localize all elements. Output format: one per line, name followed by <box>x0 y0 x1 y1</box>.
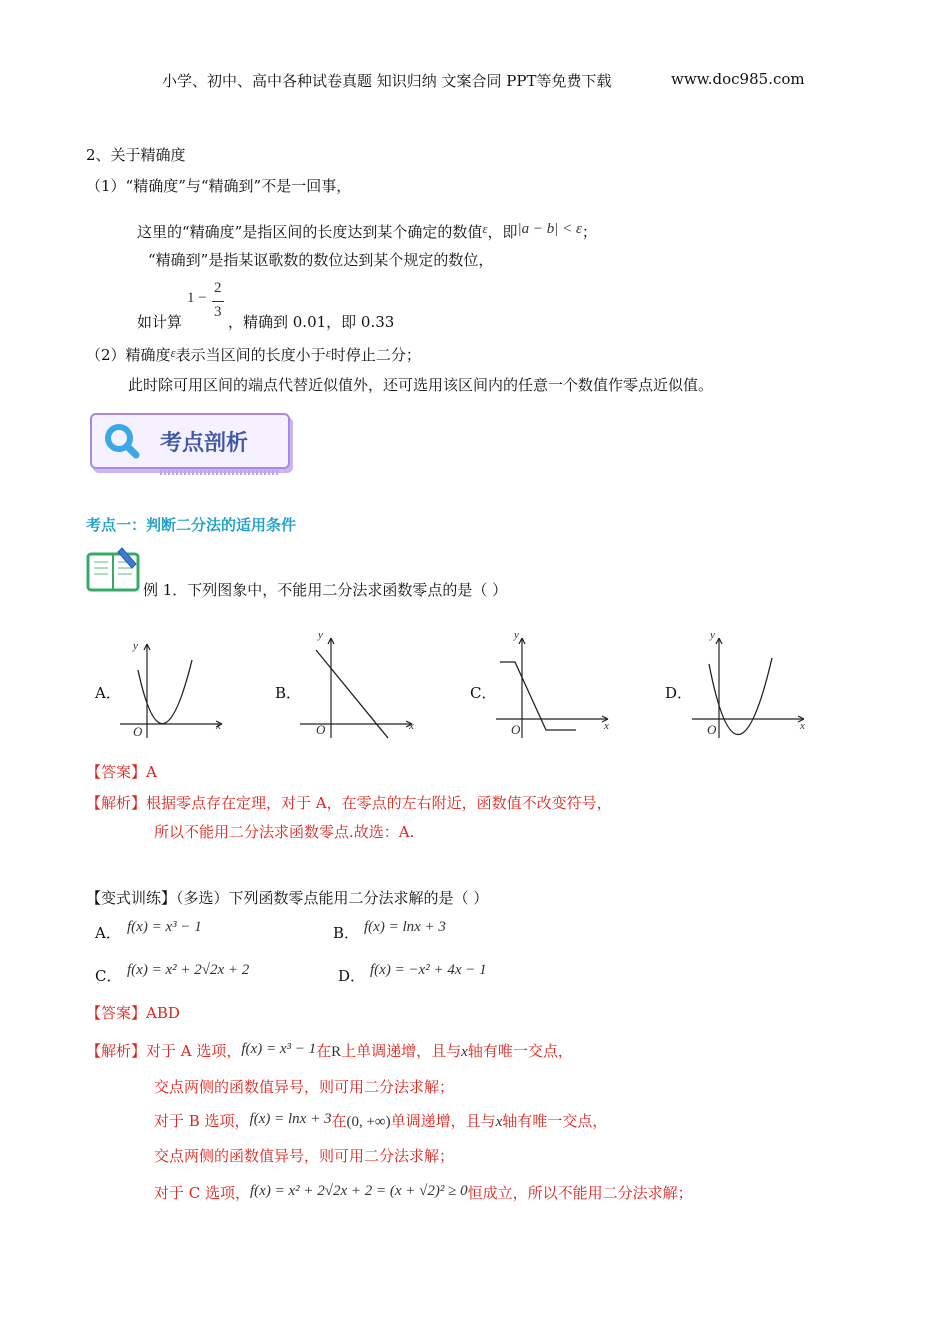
variant-label-b: B． <box>333 924 360 942</box>
paragraph-4a: 如计算 <box>137 313 183 331</box>
variant-option-d: f(x) = −x² + 4x − 1 <box>370 962 487 978</box>
epsilon-symbol: ε <box>482 221 488 236</box>
example-analysis-1: 【解析】根据零点存在定理，对于 A，在零点的左右附近，函数值不改变符号， <box>86 794 612 812</box>
variant-label-c: C． <box>95 967 122 985</box>
abs-inequality: |a − b| < ε <box>517 221 582 237</box>
header-site[interactable]: www.doc985.com <box>671 70 805 88</box>
graph-label-a: A． <box>95 684 121 702</box>
section-badge <box>90 413 290 469</box>
variant-analysis-2: 交点两侧的函数值异号，则可用二分法求解； <box>154 1078 455 1096</box>
variant-option-c: f(x) = x² + 2√2x + 2 <box>127 962 250 978</box>
paragraph-6: 此时除可用区间的端点代替近似值外，还可选用该区间内的任意一个数值作零点近似值。 <box>128 376 714 394</box>
variant-label-a: A． <box>95 924 121 942</box>
fraction-denominator: 3 <box>214 304 222 320</box>
variant-analysis-1: 【解析】对于 A 选项，f(x) = x³ − 1在R上单调递增，且与x轴有唯一交点， <box>86 1041 573 1060</box>
magnifier-icon <box>102 421 142 461</box>
variant-stem: 【变式训练】（多选）下列函数零点能用二分法求解的是（ ） <box>86 889 489 907</box>
variant-analysis-4: 交点两侧的函数值异号，则可用二分法求解； <box>154 1147 455 1165</box>
graph-label-b: B． <box>275 684 302 702</box>
variant-option-a: f(x) = x³ − 1 <box>127 919 202 935</box>
variant-label-d: D． <box>338 967 366 985</box>
notebook-icon <box>86 546 142 592</box>
fraction-bar <box>212 301 224 302</box>
graph-label-c: C． <box>470 684 497 702</box>
variant-option-b: f(x) = lnx + 3 <box>364 919 446 935</box>
badge-title: 考点剖析 <box>160 431 249 456</box>
example-answer: 【答案】A <box>86 763 157 781</box>
badge-dashes <box>160 470 280 475</box>
graph-label-d: D． <box>665 684 693 702</box>
paragraph-5: （2）精确度ε表示当区间的长度小于ε时停止二分； <box>86 345 421 364</box>
line-b <box>316 650 388 738</box>
section-title: 2、关于精确度 <box>86 146 186 164</box>
curve-a <box>138 660 192 724</box>
variant-answer: 【答案】ABD <box>86 1004 180 1022</box>
variant-analysis-5: 对于 C 选项，f(x) = x² + 2√2x + 2 = (x + √2)² ≥ 0恒成立，所以不能用二分法求解； <box>154 1183 693 1202</box>
line-c <box>500 662 576 730</box>
header-text: 小学、初中、高中各种试卷真题 知识归纳 文案合同 PPT等免费下载 <box>162 72 612 90</box>
paragraph-4b: ，精确到 0.01，即 0.33 <box>228 313 395 331</box>
example-stem: 例 1．下列图象中，不能用二分法求函数零点的是（ ） <box>143 581 508 599</box>
fraction-prefix: 1 − <box>187 290 207 306</box>
paragraph-2: 这里的“精确度”是指区间的长度达到某个确定的数值ε，即|a − b| < ε； <box>137 221 597 241</box>
kaodian-title: 考点一：判断二分法的适用条件 <box>86 516 297 534</box>
paragraph-3: “精确到”是指某讴歌数的数位达到某个规定的数位， <box>148 251 494 269</box>
fraction-numerator: 2 <box>214 280 222 296</box>
paragraph-1: （1）“精确度”与“精确到”不是一回事， <box>86 177 352 195</box>
example-analysis-2: 所以不能用二分法求函数零点.故选：A. <box>154 823 415 841</box>
variant-analysis-3: 对于 B 选项，f(x) = lnx + 3在(0, +∞)单调递增，且与x轴有唯一交点， <box>154 1111 608 1130</box>
